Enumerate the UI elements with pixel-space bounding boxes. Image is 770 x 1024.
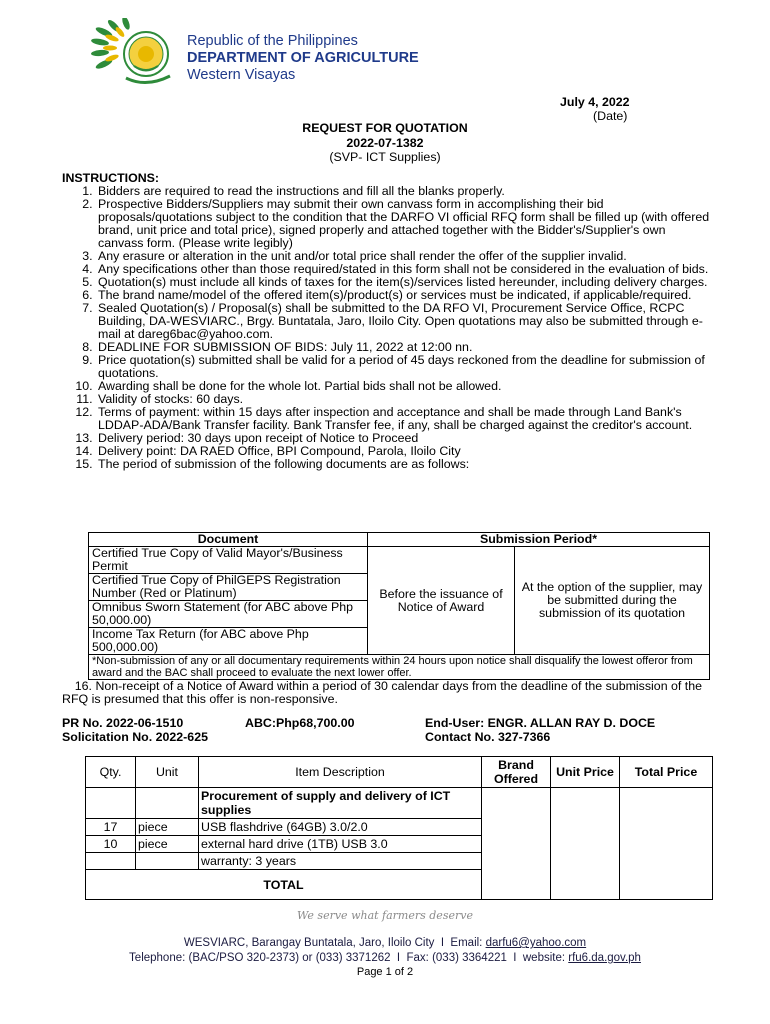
doc-row-4: Income Tax Return (for ABC above Php 500,000.00) (89, 628, 368, 655)
da-logo (90, 18, 178, 88)
footer-website-link[interactable]: rfu6.da.gov.ph (568, 952, 641, 964)
page-title: REQUEST FOR QUOTATION (302, 121, 468, 135)
table-row (86, 788, 713, 819)
col-unit: Unit (136, 757, 199, 788)
footer-phone: Telephone: (BAC/PSO 320-2373) or (033) 3371262 (129, 952, 391, 964)
col-total-price: Total Price (620, 757, 713, 788)
letterhead-republic: Republic of the Philippines (187, 33, 358, 49)
instruction-9: 9. Price quotation(s) submitted shall be valid for a period of 45 days reckoned from the deadline for submission of quotations. (96, 354, 712, 380)
instruction-15: 15. The period of submission of the following documents are as follows: (96, 458, 712, 471)
instruction-1: 1. Bidders are required to read the instructions and fill all the blanks properly. (96, 185, 712, 198)
documents-table (88, 532, 710, 680)
doc-row-1: Certified True Copy of Valid Mayor's/Business Permit (89, 547, 368, 574)
item-unit: piece (136, 819, 199, 836)
footer-website-label: website: (522, 952, 566, 964)
doc-row-2: Certified True Copy of PhilGEPS Registration Number (Red or Platinum) (89, 574, 368, 601)
contact-number: Contact No. 327-7366 (425, 730, 551, 744)
page-number: Page 1 of 2 (356, 966, 414, 978)
rfq-number: 2022-07-1382 (346, 136, 424, 150)
period-option: At the option of the supplier, may be submitted during the submission of its quotation (515, 547, 710, 655)
col-qty: Qty. (86, 757, 136, 788)
footer-address: WESVIARC, Barangay Buntatala, Jaro, Iloilo City (183, 937, 435, 949)
instructions (62, 172, 712, 471)
instructions-list (62, 185, 712, 471)
item-description: warranty: 3 years (199, 853, 482, 870)
instruction-13: 13. Delivery period: 30 days upon receipt of Notice to Proceed (96, 432, 712, 445)
item-description: external hard drive (1TB) USB 3.0 (199, 836, 482, 853)
instruction-4: 4. Any specifications other than those required/stated in this form shall not be considered in the evaluation of bids. (96, 263, 712, 276)
rfq-subtitle: (SVP- ICT Supplies) (329, 150, 441, 164)
docs-header-document: Document (89, 533, 368, 547)
unit-price-cell[interactable] (551, 788, 620, 900)
docs-header-period: Submission Period* (368, 533, 710, 547)
footer-fax: Fax: (033) 3364221 (406, 952, 507, 964)
item-unit: piece (136, 836, 199, 853)
end-user: End-User: ENGR. ALLAN RAY D. DOCE (425, 716, 656, 730)
footer-address-line: WESVIARC, Barangay Buntatala, Jaro, Iloilo City I Email: darfu6@yahoo.com (183, 937, 587, 949)
instruction-6: 6. The brand name/model of the offered item(s)/product(s) or services must be indicated, if applicable/required. (96, 289, 712, 302)
instruction-7: 7. Sealed Quotation(s) / Proposal(s) shall be submitted to the DA RFO VI, Procurement Service Office, RCPC Building, DA-WESVIARC., Brgy. Buntatala, Jaro, Iloilo City. Open quotations may also be submitted through e-mail at dareg6bac@yahoo.com. (96, 302, 712, 341)
col-unit-price: Unit Price (551, 757, 620, 788)
instruction-3: 3. Any erasure or alteration in the unit and/or total price shall render the offer of the supplier invalid. (96, 250, 712, 263)
period-before-award: Before the issuance of Notice of Award (368, 547, 515, 655)
doc-row-3: Omnibus Sworn Statement (for ABC above Php 50,000.00) (89, 601, 368, 628)
item-qty: 10 (86, 836, 136, 853)
item-description: Procurement of supply and delivery of ICT supplies (199, 788, 482, 819)
date-label: (Date) (593, 109, 628, 123)
pr-number: PR No. 2022-06-1510 (62, 716, 184, 730)
instruction-12: 12. Terms of payment: within 15 days after inspection and acceptance and shall be made through Land Bank's LDDAP-ADA/Bank Transfer facility. Bank Transfer fee, if any, shall be charged against the creditor's account. (96, 406, 712, 432)
abc-amount: ABC:Php68,700.00 (245, 716, 355, 730)
col-description: Item Description (199, 757, 482, 788)
footer-contact-line: Telephone: (BAC/PSO 320-2373) or (033) 3371262 I Fax: (033) 3364221 I website: rfu6.da.gov.ph (129, 952, 641, 964)
footer-email-link[interactable]: darfu6@yahoo.com (485, 937, 587, 949)
instruction-11: 11. Validity of stocks: 60 days. (96, 393, 712, 406)
item-description: USB flashdrive (64GB) 3.0/2.0 (199, 819, 482, 836)
instruction-5: 5. Quotation(s) must include all kinds of taxes for the item(s)/services listed hereunder, including delivery charges. (96, 276, 712, 289)
brand-cell[interactable] (482, 788, 551, 900)
total-price-cell[interactable] (620, 788, 713, 900)
rfq-date: July 4, 2022 (560, 95, 630, 109)
letterhead-department: DEPARTMENT OF AGRICULTURE (187, 50, 419, 66)
items-table (85, 756, 713, 900)
item-qty: 17 (86, 819, 136, 836)
instruction-14: 14. Delivery point: DA RAED Office, BPI Compound, Parola, Iloilo City (96, 445, 712, 458)
total-label: TOTAL (86, 870, 482, 900)
instruction-16-text: Non-receipt of a Notice of Award within a period of 30 calendar days from the deadline of the submission of the RFQ is presumed that this offer is non-responsive. (62, 679, 703, 706)
instruction-16: 16. Non-receipt of a Notice of Award within a period of 30 calendar days from the deadline of the submission of the RFQ is presumed that this offer is non-responsive. (62, 679, 703, 706)
footer-tagline: We serve what farmers deserve (297, 909, 473, 922)
instruction-10: 10. Awarding shall be done for the whole lot. Partial bids shall not be allowed. (96, 380, 712, 393)
instruction-8: 8. DEADLINE FOR SUBMISSION OF BIDS: July 11, 2022 at 12:00 nn. (96, 341, 712, 354)
solicitation-number: Solicitation No. 2022-625 (62, 730, 208, 744)
letterhead-region: Western Visayas (187, 67, 296, 83)
instructions-heading: INSTRUCTIONS: (62, 171, 160, 185)
col-brand: Brand Offered (482, 757, 551, 788)
instruction-2: 2. Prospective Bidders/Suppliers may submit their own canvass form in accomplishing their bid proposals/quotations subject to the condition that the DARFO VI official RFQ form shall be filled up (with offered brand, unit price and total price), signed properly and attached together with the Bidder's/Supplier's own canvass form. (Please write legibly) (96, 198, 712, 250)
docs-note: *Non-submission of any or all documentary requirements within 24 hours upon notice shall disqualify the lowest offeror from award and the BAC shall proceed to evaluate the next lower offer. (89, 655, 710, 680)
footer-email-label: Email: (450, 937, 483, 949)
